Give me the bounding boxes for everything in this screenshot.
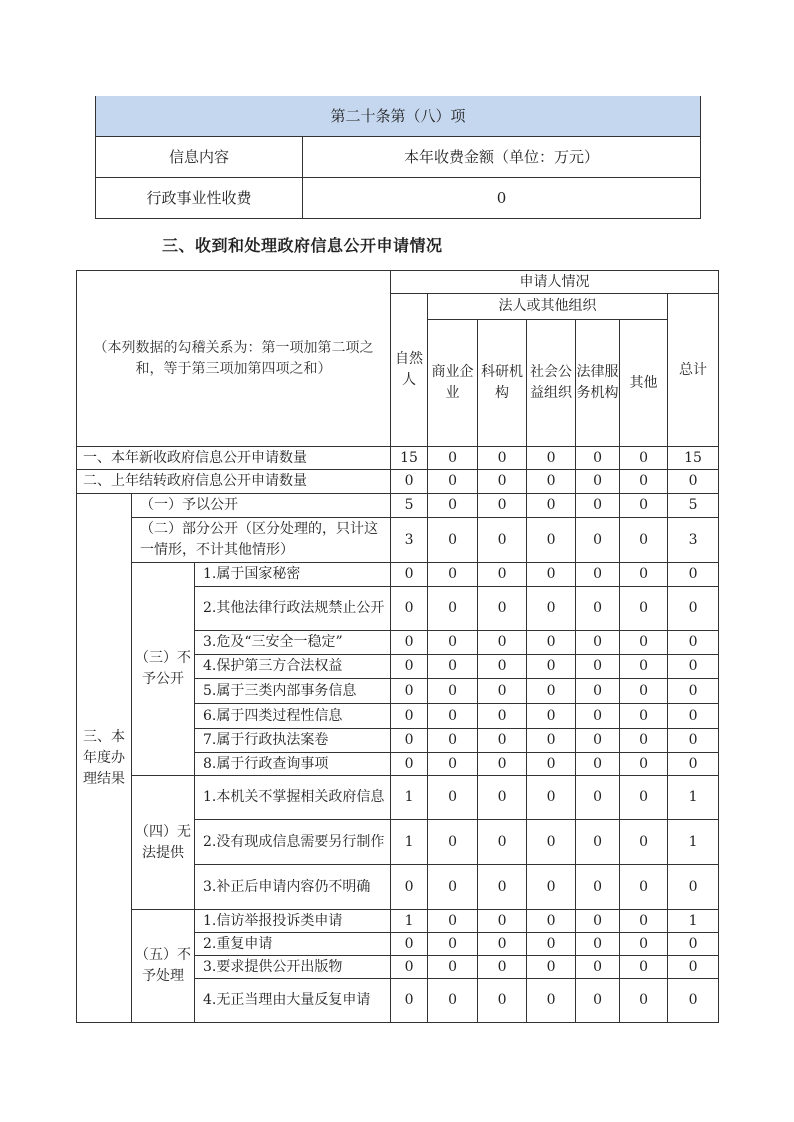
- value-cell: 0: [668, 655, 719, 679]
- value-cell: 0: [478, 447, 527, 470]
- sub-row-label: 2.没有现成信息需要另行制作: [195, 820, 391, 865]
- value-cell: 0: [527, 679, 576, 704]
- value-cell: 3: [668, 518, 719, 563]
- sub-row-label: 6.属于四类过程性信息: [195, 704, 391, 729]
- value-cell: 1: [391, 910, 428, 933]
- value-cell: 0: [527, 979, 576, 1023]
- value-cell: 0: [428, 776, 478, 820]
- value-cell: 0: [620, 470, 668, 494]
- value-cell: 0: [576, 865, 620, 910]
- value-cell: 0: [391, 470, 428, 494]
- value-cell: 0: [391, 865, 428, 910]
- value-cell: 0: [527, 910, 576, 933]
- table-row: [77, 494, 719, 518]
- value-cell: 0: [478, 933, 527, 956]
- fee-table-title: 第二十条第（八）项: [96, 96, 701, 137]
- value-cell: 0: [576, 587, 620, 631]
- value-cell: 0: [527, 776, 576, 820]
- value-cell: 0: [576, 470, 620, 494]
- value-cell: 0: [527, 518, 576, 563]
- value-cell: 0: [576, 655, 620, 679]
- value-cell: 0: [576, 447, 620, 470]
- value-cell: 0: [478, 865, 527, 910]
- value-cell: 0: [391, 956, 428, 979]
- value-cell: 0: [391, 753, 428, 776]
- value-cell: 0: [478, 910, 527, 933]
- sub-row-label: 3.危及“三安全一稳定”: [195, 631, 391, 655]
- value-cell: 0: [576, 494, 620, 518]
- value-cell: 0: [668, 956, 719, 979]
- row-label: 二、上年结转政府信息公开申请数量: [77, 470, 391, 494]
- value-cell: 0: [527, 753, 576, 776]
- col-social: 社会公益组织: [527, 320, 576, 447]
- value-cell: 0: [668, 704, 719, 729]
- value-cell: 0: [668, 563, 719, 587]
- sub-row-label: 1.属于国家秘密: [195, 563, 391, 587]
- sub-row-label: 4.保护第三方合法权益: [195, 655, 391, 679]
- value-cell: 0: [576, 820, 620, 865]
- value-cell: 0: [576, 776, 620, 820]
- application-table: [76, 270, 719, 1023]
- fee-row-value: 0: [303, 178, 701, 219]
- value-cell: 0: [428, 865, 478, 910]
- value-cell: 0: [668, 933, 719, 956]
- value-cell: 0: [478, 679, 527, 704]
- value-cell: 0: [576, 753, 620, 776]
- value-cell: 0: [668, 587, 719, 631]
- value-cell: 0: [620, 587, 668, 631]
- value-cell: 0: [668, 729, 719, 753]
- value-cell: 0: [668, 679, 719, 704]
- value-cell: 0: [428, 910, 478, 933]
- value-cell: 0: [620, 631, 668, 655]
- sub-row-label: 3.补正后申请内容仍不明确: [195, 865, 391, 910]
- value-cell: 5: [391, 494, 428, 518]
- value-cell: 0: [478, 704, 527, 729]
- section-heading: 三、收到和处理政府信息公开申请情况: [162, 236, 443, 255]
- value-cell: 0: [391, 587, 428, 631]
- value-cell: 0: [478, 631, 527, 655]
- group-label: （二）部分公开（区分处理的，只计这一情形，不计其他情形）: [132, 518, 391, 563]
- value-cell: 0: [620, 679, 668, 704]
- sub-row-label: 5.属于三类内部事务信息: [195, 679, 391, 704]
- value-cell: 0: [428, 729, 478, 753]
- value-cell: 0: [620, 447, 668, 470]
- value-cell: 0: [391, 655, 428, 679]
- value-cell: 0: [620, 753, 668, 776]
- value-cell: 0: [576, 679, 620, 704]
- value-cell: 0: [576, 704, 620, 729]
- value-cell: 0: [391, 679, 428, 704]
- sub-row-label: 3.要求提供公开出版物: [195, 956, 391, 979]
- value-cell: 0: [527, 563, 576, 587]
- col-other: 其他: [620, 320, 668, 447]
- value-cell: 0: [620, 729, 668, 753]
- sub-row-label: 1.信访举报投诉类申请: [195, 910, 391, 933]
- value-cell: 0: [576, 729, 620, 753]
- value-cell: 0: [478, 470, 527, 494]
- value-cell: 0: [428, 563, 478, 587]
- value-cell: 0: [576, 979, 620, 1023]
- value-cell: 0: [428, 518, 478, 563]
- value-cell: 0: [478, 563, 527, 587]
- value-cell: 0: [527, 631, 576, 655]
- value-cell: 0: [391, 563, 428, 587]
- value-cell: 0: [478, 518, 527, 563]
- sub-row-label: 7.属于行政执法案卷: [195, 729, 391, 753]
- value-cell: 0: [428, 753, 478, 776]
- value-cell: 0: [478, 729, 527, 753]
- section3-label: 三、本年度办理结果: [77, 494, 132, 1023]
- value-cell: 0: [428, 956, 478, 979]
- col-commercial: 商业企业: [428, 320, 478, 447]
- value-cell: 0: [668, 753, 719, 776]
- fee-col-info-header: 信息内容: [96, 137, 303, 178]
- table-row: [77, 470, 719, 494]
- value-cell: 0: [620, 494, 668, 518]
- sub-row-label: 1.本机关不掌握相关政府信息: [195, 776, 391, 820]
- group-label: （三）不予公开: [132, 563, 195, 776]
- value-cell: 0: [576, 956, 620, 979]
- value-cell: 0: [391, 704, 428, 729]
- value-cell: 0: [668, 470, 719, 494]
- value-cell: 0: [527, 470, 576, 494]
- value-cell: 0: [428, 655, 478, 679]
- value-cell: 0: [620, 518, 668, 563]
- value-cell: 0: [668, 979, 719, 1023]
- value-cell: 1: [391, 776, 428, 820]
- value-cell: 0: [391, 979, 428, 1023]
- col-total: 总计: [668, 294, 719, 447]
- value-cell: 0: [527, 704, 576, 729]
- value-cell: 0: [428, 679, 478, 704]
- table-row: [77, 776, 719, 820]
- value-cell: 0: [620, 956, 668, 979]
- table-row: [77, 518, 719, 563]
- value-cell: 0: [428, 447, 478, 470]
- value-cell: 0: [527, 729, 576, 753]
- fee-table: [95, 96, 701, 219]
- value-cell: 0: [478, 979, 527, 1023]
- value-cell: 0: [428, 494, 478, 518]
- value-cell: 0: [391, 631, 428, 655]
- value-cell: 0: [620, 704, 668, 729]
- value-cell: 0: [668, 631, 719, 655]
- fee-row-label: 行政事业性收费: [96, 178, 303, 219]
- value-cell: 0: [391, 933, 428, 956]
- col-legal-service: 法律服务机构: [576, 320, 620, 447]
- value-cell: 0: [428, 470, 478, 494]
- value-cell: 0: [478, 776, 527, 820]
- corner-note: （本列数据的勾稽关系为：第一项加第二项之和，等于第三项加第四项之和）: [77, 271, 391, 447]
- value-cell: 0: [620, 910, 668, 933]
- value-cell: 0: [428, 631, 478, 655]
- value-cell: 0: [478, 820, 527, 865]
- col-research: 科研机构: [478, 320, 527, 447]
- fee-col-amount-header: 本年收费金额（单位：万元）: [303, 137, 701, 178]
- value-cell: 0: [576, 631, 620, 655]
- value-cell: 0: [428, 933, 478, 956]
- value-cell: 0: [620, 776, 668, 820]
- value-cell: 0: [428, 979, 478, 1023]
- value-cell: 0: [527, 447, 576, 470]
- value-cell: 0: [527, 820, 576, 865]
- table-row: [77, 910, 719, 933]
- value-cell: 0: [527, 494, 576, 518]
- value-cell: 0: [576, 563, 620, 587]
- value-cell: 0: [620, 979, 668, 1023]
- group-label: （四）无法提供: [132, 776, 195, 910]
- value-cell: 0: [478, 494, 527, 518]
- value-cell: 0: [391, 729, 428, 753]
- value-cell: 0: [620, 563, 668, 587]
- value-cell: 1: [391, 820, 428, 865]
- value-cell: 0: [527, 956, 576, 979]
- value-cell: 0: [428, 704, 478, 729]
- value-cell: 0: [527, 655, 576, 679]
- group-label: （五）不予处理: [132, 910, 195, 1023]
- value-cell: 15: [668, 447, 719, 470]
- value-cell: 0: [527, 587, 576, 631]
- value-cell: 0: [576, 910, 620, 933]
- table-row: [77, 563, 719, 587]
- value-cell: 0: [428, 587, 478, 631]
- value-cell: 0: [620, 933, 668, 956]
- value-cell: 1: [668, 910, 719, 933]
- table-row: [77, 447, 719, 470]
- value-cell: 0: [620, 820, 668, 865]
- value-cell: 0: [428, 820, 478, 865]
- value-cell: 0: [668, 865, 719, 910]
- value-cell: 0: [620, 865, 668, 910]
- value-cell: 3: [391, 518, 428, 563]
- row-label: 一、本年新收政府信息公开申请数量: [77, 447, 391, 470]
- value-cell: 0: [620, 655, 668, 679]
- legal-group-header: 法人或其他组织: [428, 294, 668, 320]
- col-natural-person: 自然人: [391, 294, 428, 447]
- value-cell: 1: [668, 776, 719, 820]
- value-cell: 0: [576, 518, 620, 563]
- value-cell: 5: [668, 494, 719, 518]
- value-cell: 0: [478, 956, 527, 979]
- sub-row-label: 2.重复申请: [195, 933, 391, 956]
- value-cell: 0: [478, 753, 527, 776]
- value-cell: 0: [527, 865, 576, 910]
- value-cell: 0: [527, 933, 576, 956]
- value-cell: 1: [668, 820, 719, 865]
- value-cell: 0: [478, 655, 527, 679]
- applicant-header: 申请人情况: [391, 271, 719, 294]
- value-cell: 0: [478, 587, 527, 631]
- sub-row-label: 2.其他法律行政法规禁止公开: [195, 587, 391, 631]
- value-cell: 15: [391, 447, 428, 470]
- group-label: （一）予以公开: [132, 494, 391, 518]
- value-cell: 0: [576, 933, 620, 956]
- sub-row-label: 8.属于行政查询事项: [195, 753, 391, 776]
- sub-row-label: 4.无正当理由大量反复申请: [195, 979, 391, 1023]
